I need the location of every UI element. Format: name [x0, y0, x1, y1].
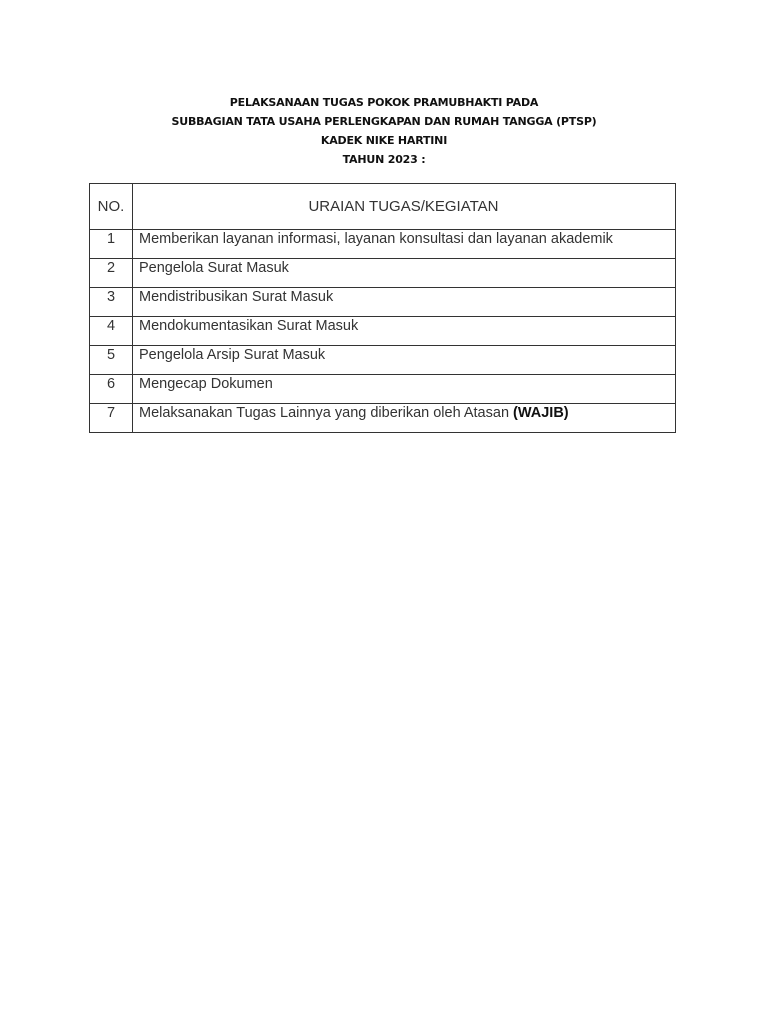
row-description — [133, 259, 676, 288]
row-description — [133, 317, 676, 346]
heading-unit: SUBBAGIAN TATA USAHA PERLENGKAPAN DAN RUMAH TANGGA (PTSP) — [171, 115, 597, 128]
heading-year: TAHUN 2023 : — [342, 153, 426, 166]
document-heading — [0, 93, 768, 169]
row-number: 2 — [90, 259, 133, 288]
row-description-text: Melaksanakan Tugas Lainnya yang diberikan oleh Atasan — [139, 405, 514, 421]
row-number: 1 — [90, 230, 133, 259]
row-number: 4 — [90, 317, 133, 346]
table-row — [90, 317, 676, 346]
table-row — [90, 375, 676, 404]
row-description-text: Memberikan layanan informasi, layanan konsultasi dan layanan akademik — [139, 231, 613, 247]
row-description-text: Mengecap Dokumen — [139, 376, 273, 392]
row-description-text: Pengelola Surat Masuk — [139, 260, 289, 276]
table-row — [90, 230, 676, 259]
row-number: 5 — [90, 346, 133, 375]
row-description-text: Mendokumentasikan Surat Masuk — [139, 318, 359, 334]
task-table — [89, 183, 676, 433]
row-number: 6 — [90, 375, 133, 404]
row-description — [133, 230, 676, 259]
row-description — [133, 375, 676, 404]
heading-employee-name: KADEK NIKE HARTINI — [320, 134, 448, 147]
row-emphasis: (WAJIB) — [513, 405, 569, 421]
table-row — [90, 288, 676, 317]
row-description-text: Mendistribusikan Surat Masuk — [139, 289, 334, 305]
row-description — [133, 288, 676, 317]
row-description — [133, 404, 676, 433]
row-number: 7 — [90, 404, 133, 433]
table-row — [90, 259, 676, 288]
table-row — [90, 404, 676, 433]
heading-title: PELAKSANAAN TUGAS POKOK PRAMUBHAKTI PADA — [229, 96, 539, 109]
row-description-text: Pengelola Arsip Surat Masuk — [139, 347, 326, 363]
row-number: 3 — [90, 288, 133, 317]
header-no: NO. — [90, 184, 133, 230]
row-description — [133, 346, 676, 375]
header-description: URAIAN TUGAS/KEGIATAN — [133, 184, 676, 230]
table-row — [90, 346, 676, 375]
table-header-row — [90, 184, 676, 230]
